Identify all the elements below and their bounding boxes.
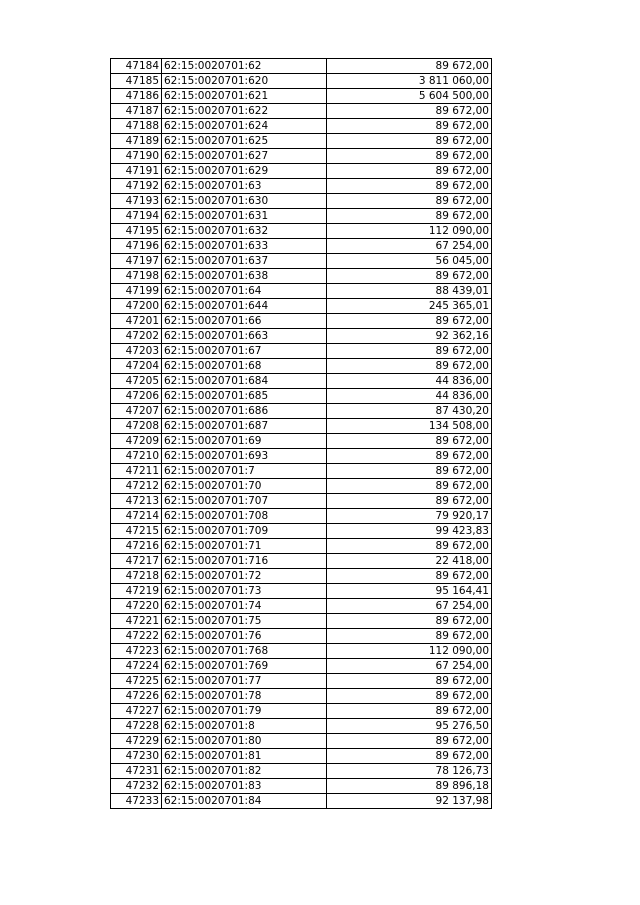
row-number-cell: 47209 [111,434,162,449]
cadastral-value-cell: 99 423,83 [327,524,492,539]
cadastral-number-cell: 62:15:0020701:708 [162,509,327,524]
cadastral-number-cell: 62:15:0020701:79 [162,704,327,719]
cadastral-number-cell: 62:15:0020701:620 [162,74,327,89]
row-number-cell: 47205 [111,374,162,389]
cadastral-number-cell: 62:15:0020701:75 [162,614,327,629]
row-number-cell: 47207 [111,404,162,419]
row-number-cell: 47228 [111,719,162,734]
cadastral-number-cell: 62:15:0020701:631 [162,209,327,224]
cadastral-value-cell: 89 672,00 [327,614,492,629]
cadastral-number-cell: 62:15:0020701:707 [162,494,327,509]
row-number-cell: 47199 [111,284,162,299]
table-row [111,599,492,614]
cadastral-number-cell: 62:15:0020701:8 [162,719,327,734]
cadastral-number-cell: 62:15:0020701:693 [162,449,327,464]
cadastral-value-cell: 89 672,00 [327,674,492,689]
row-number-cell: 47190 [111,149,162,164]
table-row [111,449,492,464]
table-row [111,569,492,584]
row-number-cell: 47225 [111,674,162,689]
row-number-cell: 47186 [111,89,162,104]
row-number-cell: 47214 [111,509,162,524]
table-row [111,404,492,419]
table-row [111,494,492,509]
cadastral-value-cell: 89 672,00 [327,569,492,584]
cadastral-value-cell: 89 672,00 [327,479,492,494]
cadastral-number-cell: 62:15:0020701:67 [162,344,327,359]
table-row [111,209,492,224]
row-number-cell: 47219 [111,584,162,599]
cadastral-number-cell: 62:15:0020701:78 [162,689,327,704]
cadastral-value-cell: 112 090,00 [327,224,492,239]
table-row [111,539,492,554]
table-row [111,674,492,689]
row-number-cell: 47200 [111,299,162,314]
table-row [111,659,492,674]
cadastral-value-cell: 89 672,00 [327,164,492,179]
table-row [111,704,492,719]
row-number-cell: 47191 [111,164,162,179]
table-row [111,779,492,794]
cadastral-value-cell: 89 672,00 [327,734,492,749]
table-row [111,254,492,269]
cadastral-number-cell: 62:15:0020701:7 [162,464,327,479]
table-row [111,629,492,644]
row-number-cell: 47202 [111,329,162,344]
row-number-cell: 47229 [111,734,162,749]
row-number-cell: 47212 [111,479,162,494]
cadastral-number-cell: 62:15:0020701:768 [162,644,327,659]
table-row [111,269,492,284]
cadastral-number-cell: 62:15:0020701:684 [162,374,327,389]
cadastral-value-cell: 89 672,00 [327,59,492,74]
table-row [111,89,492,104]
row-number-cell: 47215 [111,524,162,539]
cadastral-value-cell: 87 430,20 [327,404,492,419]
cadastral-value-cell: 95 276,50 [327,719,492,734]
cadastral-value-cell: 89 672,00 [327,344,492,359]
cadastral-number-cell: 62:15:0020701:76 [162,629,327,644]
table-row [111,554,492,569]
row-number-cell: 47230 [111,749,162,764]
row-number-cell: 47211 [111,464,162,479]
table-row [111,434,492,449]
table-row [111,119,492,134]
cadastral-number-cell: 62:15:0020701:68 [162,359,327,374]
row-number-cell: 47198 [111,269,162,284]
cadastral-number-cell: 62:15:0020701:638 [162,269,327,284]
cadastral-value-cell: 89 672,00 [327,449,492,464]
table-row [111,749,492,764]
table-row [111,194,492,209]
cadastral-number-cell: 62:15:0020701:622 [162,104,327,119]
table-row [111,464,492,479]
table-row [111,179,492,194]
cadastral-number-cell: 62:15:0020701:627 [162,149,327,164]
row-number-cell: 47227 [111,704,162,719]
table-row [111,719,492,734]
table-row [111,689,492,704]
cadastral-value-cell: 95 164,41 [327,584,492,599]
table-row [111,374,492,389]
row-number-cell: 47208 [111,419,162,434]
cadastral-value-cell: 112 090,00 [327,644,492,659]
cadastral-value-cell: 92 362,16 [327,329,492,344]
row-number-cell: 47221 [111,614,162,629]
table-row [111,614,492,629]
table-body [111,59,492,809]
table-row [111,524,492,539]
cadastral-value-cell: 89 672,00 [327,149,492,164]
cadastral-number-cell: 62:15:0020701:82 [162,764,327,779]
cadastral-value-cell: 89 672,00 [327,629,492,644]
cadastral-value-cell: 67 254,00 [327,599,492,614]
cadastral-number-cell: 62:15:0020701:769 [162,659,327,674]
cadastral-number-cell: 62:15:0020701:630 [162,194,327,209]
row-number-cell: 47196 [111,239,162,254]
row-number-cell: 47188 [111,119,162,134]
cadastral-value-cell: 89 672,00 [327,104,492,119]
cadastral-number-cell: 62:15:0020701:73 [162,584,327,599]
cadastral-number-cell: 62:15:0020701:74 [162,599,327,614]
cadastral-value-cell: 89 672,00 [327,539,492,554]
cadastral-value-cell: 67 254,00 [327,659,492,674]
cadastral-value-cell: 89 672,00 [327,689,492,704]
row-number-cell: 47195 [111,224,162,239]
cadastral-value-cell: 78 126,73 [327,764,492,779]
cadastral-value-cell: 5 604 500,00 [327,89,492,104]
table-row [111,104,492,119]
cadastral-number-cell: 62:15:0020701:687 [162,419,327,434]
table-row [111,74,492,89]
cadastral-number-cell: 62:15:0020701:632 [162,224,327,239]
cadastral-number-cell: 62:15:0020701:685 [162,389,327,404]
cadastral-value-cell: 89 672,00 [327,359,492,374]
cadastral-number-cell: 62:15:0020701:62 [162,59,327,74]
cadastral-number-cell: 62:15:0020701:83 [162,779,327,794]
cadastral-value-cell: 3 811 060,00 [327,74,492,89]
table-row [111,134,492,149]
row-number-cell: 47210 [111,449,162,464]
row-number-cell: 47194 [111,209,162,224]
cadastral-number-cell: 62:15:0020701:64 [162,284,327,299]
row-number-cell: 47187 [111,104,162,119]
row-number-cell: 47201 [111,314,162,329]
row-number-cell: 47217 [111,554,162,569]
table-row [111,224,492,239]
cadastral-number-cell: 62:15:0020701:66 [162,314,327,329]
cadastral-value-cell: 79 920,17 [327,509,492,524]
cadastral-value-cell: 89 896,18 [327,779,492,794]
row-number-cell: 47197 [111,254,162,269]
row-number-cell: 47204 [111,359,162,374]
table-row [111,149,492,164]
cadastral-value-cell: 245 365,01 [327,299,492,314]
cadastral-number-cell: 62:15:0020701:686 [162,404,327,419]
cadastral-value-cell: 89 672,00 [327,179,492,194]
cadastral-number-cell: 62:15:0020701:624 [162,119,327,134]
table-row [111,389,492,404]
table-row [111,794,492,809]
cadastral-number-cell: 62:15:0020701:63 [162,179,327,194]
cadastral-number-cell: 62:15:0020701:716 [162,554,327,569]
cadastral-number-cell: 62:15:0020701:81 [162,749,327,764]
row-number-cell: 47203 [111,344,162,359]
cadastral-number-cell: 62:15:0020701:709 [162,524,327,539]
row-number-cell: 47206 [111,389,162,404]
table-row [111,479,492,494]
cadastral-number-cell: 62:15:0020701:84 [162,794,327,809]
table-row [111,509,492,524]
table-row [111,734,492,749]
cadastral-value-cell: 22 418,00 [327,554,492,569]
cadastral-value-cell: 89 672,00 [327,269,492,284]
cadastral-value-cell: 89 672,00 [327,494,492,509]
table-row [111,644,492,659]
row-number-cell: 47233 [111,794,162,809]
cadastral-value-cell: 89 672,00 [327,704,492,719]
cadastral-number-cell: 62:15:0020701:629 [162,164,327,179]
table-row [111,59,492,74]
cadastral-value-cell: 44 836,00 [327,389,492,404]
cadastral-value-cell: 44 836,00 [327,374,492,389]
table-row [111,314,492,329]
row-number-cell: 47224 [111,659,162,674]
cadastral-value-cell: 88 439,01 [327,284,492,299]
cadastral-number-cell: 62:15:0020701:70 [162,479,327,494]
cadastral-value-cell: 89 672,00 [327,464,492,479]
cadastral-value-cell: 89 672,00 [327,209,492,224]
cadastral-number-cell: 62:15:0020701:71 [162,539,327,554]
row-number-cell: 47226 [111,689,162,704]
row-number-cell: 47192 [111,179,162,194]
cadastral-value-cell: 89 672,00 [327,749,492,764]
cadastral-value-table [110,58,492,809]
cadastral-value-cell: 67 254,00 [327,239,492,254]
table-row [111,164,492,179]
row-number-cell: 47216 [111,539,162,554]
cadastral-number-cell: 62:15:0020701:621 [162,89,327,104]
cadastral-number-cell: 62:15:0020701:644 [162,299,327,314]
row-number-cell: 47232 [111,779,162,794]
table-row [111,299,492,314]
row-number-cell: 47222 [111,629,162,644]
cadastral-number-cell: 62:15:0020701:69 [162,434,327,449]
cadastral-value-cell: 56 045,00 [327,254,492,269]
cadastral-number-cell: 62:15:0020701:625 [162,134,327,149]
row-number-cell: 47218 [111,569,162,584]
row-number-cell: 47185 [111,74,162,89]
cadastral-value-cell: 134 508,00 [327,419,492,434]
table-row [111,359,492,374]
cadastral-value-cell: 89 672,00 [327,134,492,149]
row-number-cell: 47213 [111,494,162,509]
table-row [111,764,492,779]
cadastral-number-cell: 62:15:0020701:633 [162,239,327,254]
table-row [111,329,492,344]
row-number-cell: 47184 [111,59,162,74]
table-row [111,239,492,254]
row-number-cell: 47223 [111,644,162,659]
cadastral-number-cell: 62:15:0020701:637 [162,254,327,269]
cadastral-value-cell: 89 672,00 [327,434,492,449]
cadastral-number-cell: 62:15:0020701:77 [162,674,327,689]
row-number-cell: 47193 [111,194,162,209]
cadastral-value-cell: 89 672,00 [327,194,492,209]
cadastral-value-cell: 92 137,98 [327,794,492,809]
table-row [111,344,492,359]
table-row [111,284,492,299]
cadastral-number-cell: 62:15:0020701:80 [162,734,327,749]
cadastral-number-cell: 62:15:0020701:72 [162,569,327,584]
table-row [111,419,492,434]
cadastral-value-cell: 89 672,00 [327,314,492,329]
cadastral-number-cell: 62:15:0020701:663 [162,329,327,344]
row-number-cell: 47189 [111,134,162,149]
cadastral-value-cell: 89 672,00 [327,119,492,134]
row-number-cell: 47220 [111,599,162,614]
table-row [111,584,492,599]
row-number-cell: 47231 [111,764,162,779]
